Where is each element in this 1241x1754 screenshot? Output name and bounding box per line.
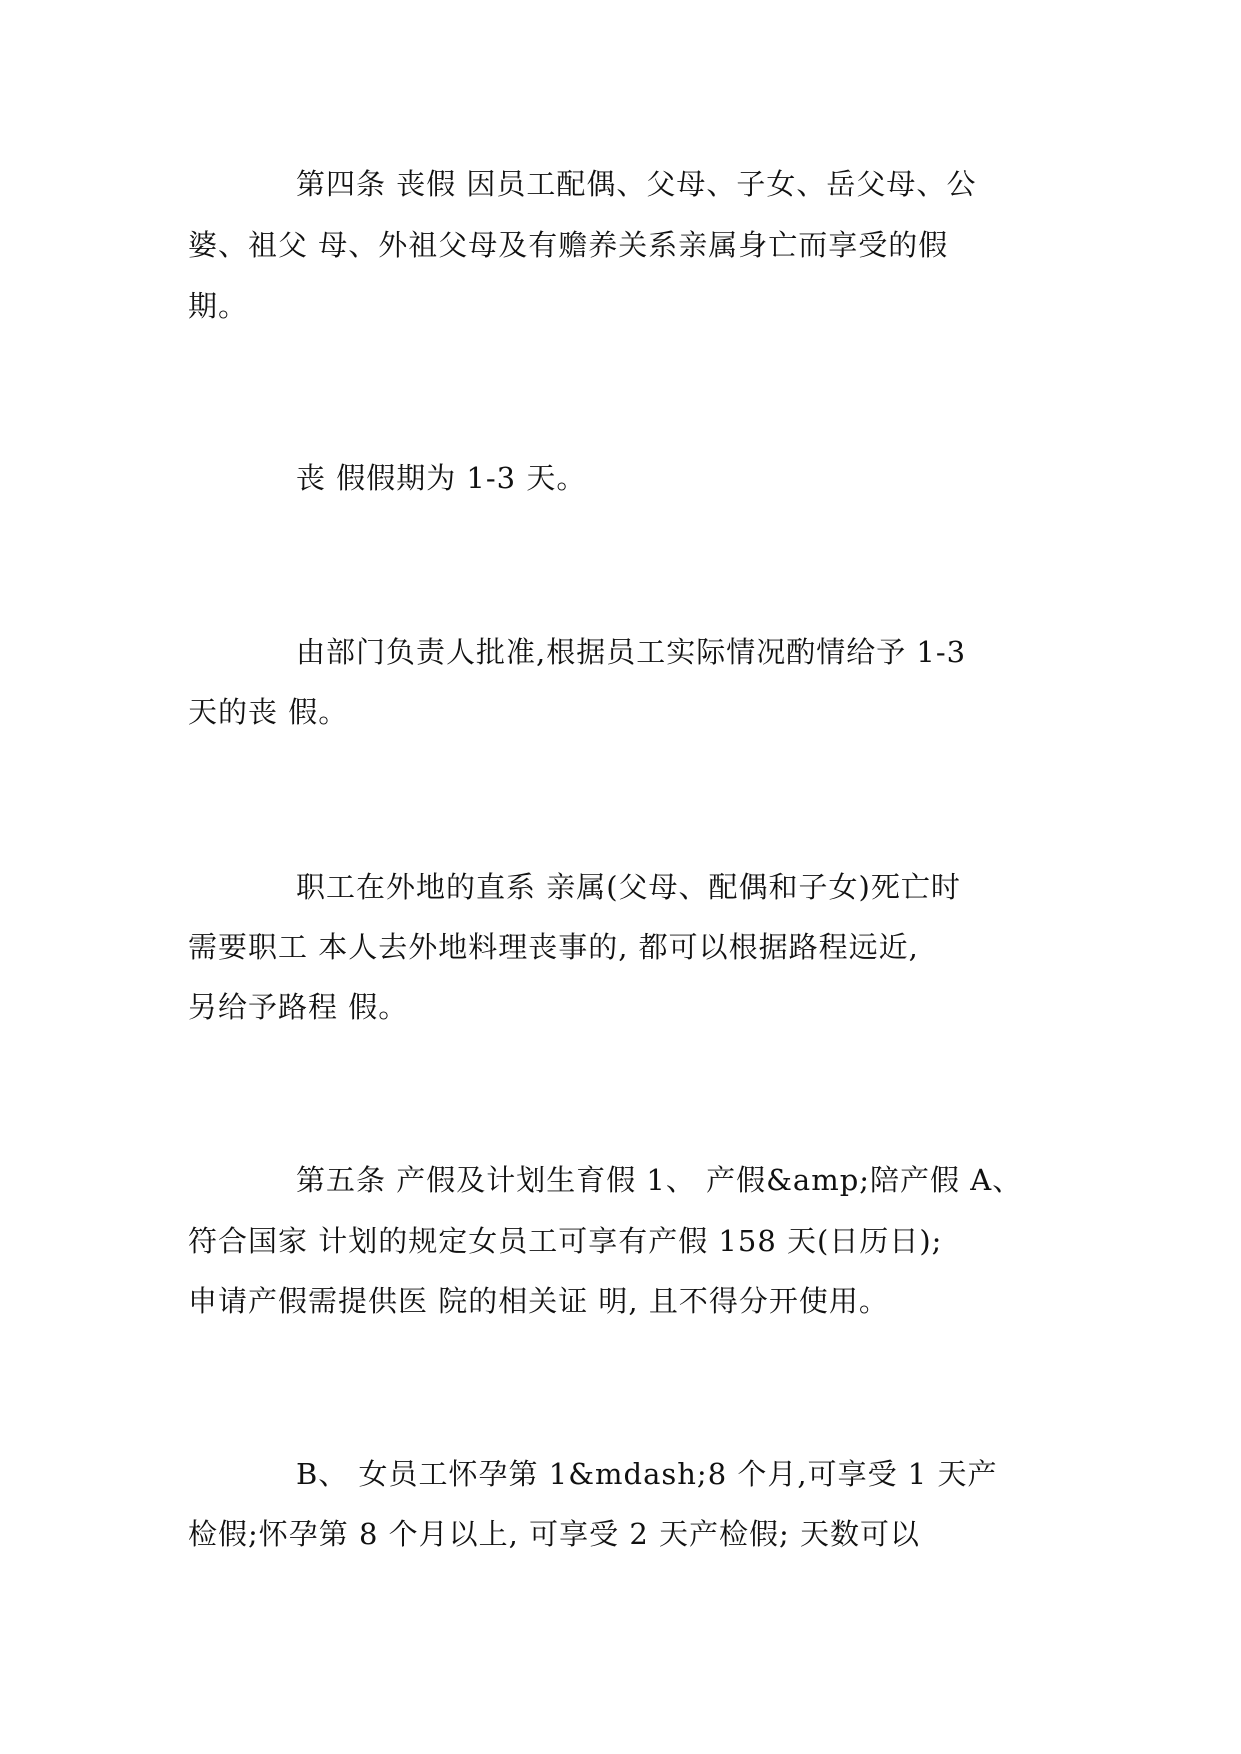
paragraph-3-line-2: 天的丧 假。 xyxy=(188,695,349,729)
paragraph-5-line-2: 符合国家 计划的规定女员工可享有产假 158 天(日历日); xyxy=(188,1224,943,1258)
paragraph-6-line-2: 检假;怀孕第 8 个月以上, 可享受 2 天产检假; 天数可以 xyxy=(188,1517,920,1551)
paragraph-1-line-3: 期。 xyxy=(188,289,249,323)
paragraph-4-line-3: 另给予路程 假。 xyxy=(188,990,409,1024)
paragraph-2-line-1: 丧 假假期为 1-3 天。 xyxy=(296,461,587,495)
paragraph-6-line-1: B、 女员工怀孕第 1&mdash;8 个月,可享受 1 天产 xyxy=(296,1457,998,1491)
paragraph-5-line-1: 第五条 产假及计划生育假 1、 产假&amp;陪产假 A、 xyxy=(296,1163,1023,1197)
paragraph-3-line-1: 由部门负责人批准,根据员工实际情况酌情给予 1-3 xyxy=(296,635,967,669)
paragraph-4-line-2: 需要职工 本人去外地料理丧事的, 都可以根据路程远近, xyxy=(188,930,919,964)
paragraph-1-line-1: 第四条 丧假 因员工配偶、父母、子女、岳父母、公 xyxy=(296,167,977,201)
paragraph-4-line-1: 职工在外地的直系 亲属(父母、配偶和子女)死亡时 xyxy=(296,870,961,904)
paragraph-5-line-3: 申请产假需提供医 院的相关证 明, 且不得分开使用。 xyxy=(188,1284,889,1318)
paragraph-1-line-2: 婆、祖父 母、外祖父母及有赡养关系亲属身亡而享受的假 xyxy=(188,228,949,262)
